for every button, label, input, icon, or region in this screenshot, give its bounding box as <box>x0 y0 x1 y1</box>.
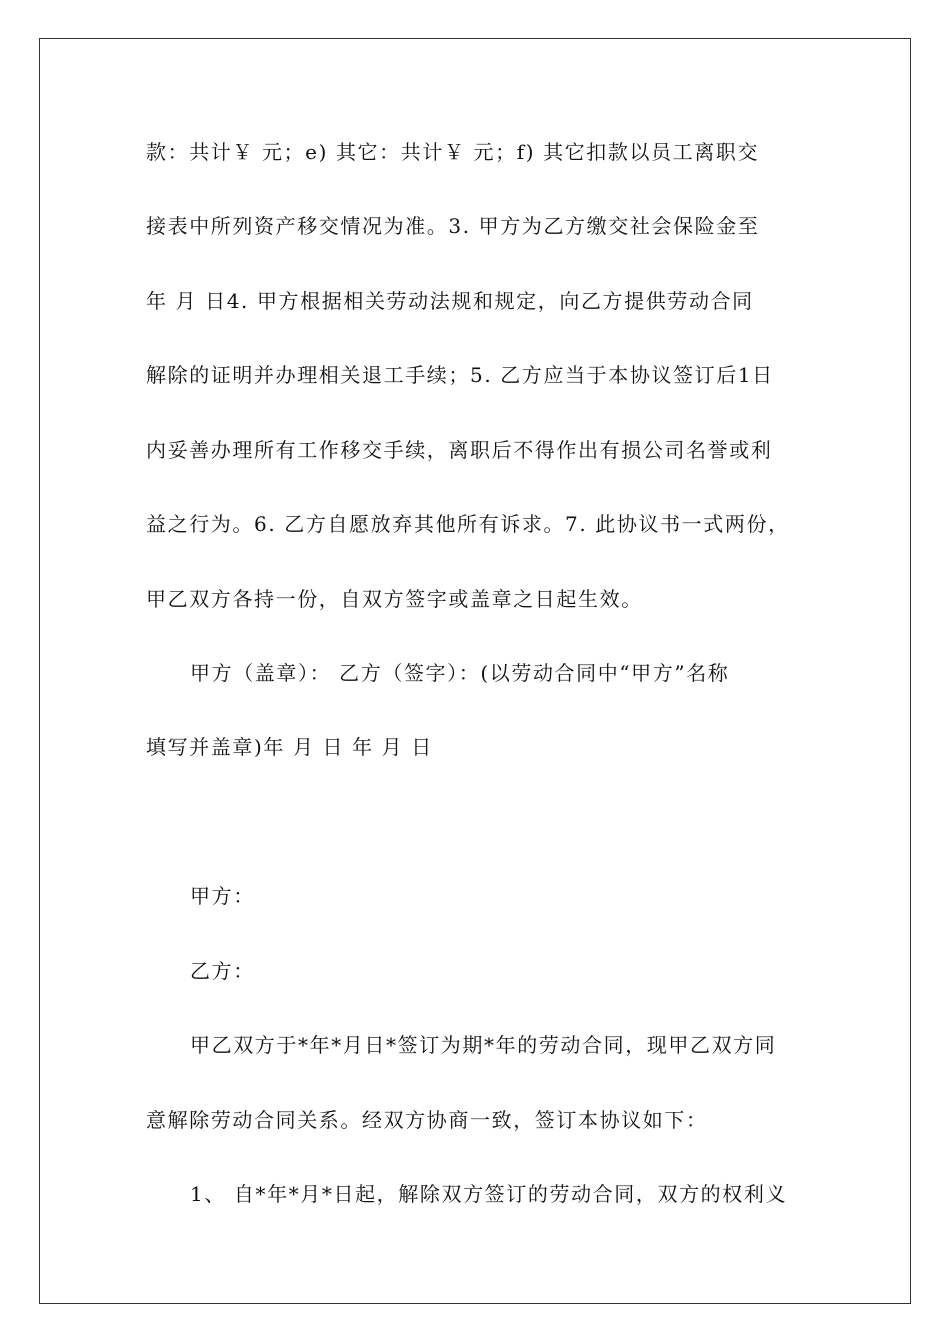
signature-date-line: 填写并盖章)年 月 日 年 月 日 <box>146 735 433 759</box>
text-line: 内妥善办理所有工作移交手续，离职后不得作出有损公司名誉或利 <box>146 438 773 462</box>
text-line: 年 月 日4. 甲方根据相关劳动法规和规定，向乙方提供劳动合同 <box>146 289 754 313</box>
text-line: 甲乙双方于*年*月日*签订为期*年的劳动合同，现甲乙双方同 <box>190 1033 777 1057</box>
text-line: 解除的证明并办理相关退工手续；5. 乙方应当于本协议签订后1日 <box>146 363 774 387</box>
text-line: 益之行为。6. 乙方自愿放弃其他所有诉求。7. 此协议书一式两份， <box>146 512 790 536</box>
text-line: 甲乙双方各持一份，自双方签字或盖章之日起生效。 <box>146 587 643 611</box>
clause-item: 1、 自*年*月*日起，解除双方签订的劳动合同，双方的权利义 <box>190 1182 788 1206</box>
signature-line: 甲方（盖章）： 乙方（签字）：(以劳动合同中“甲方”名称 <box>190 661 730 685</box>
party-b-label: 乙方： <box>190 959 255 983</box>
party-a-label: 甲方： <box>190 884 255 908</box>
text-line: 款：共计￥ 元；e) 其它：共计￥ 元；f) 其它扣款以员工离职交 <box>146 140 760 164</box>
text-line: 接表中所列资产移交情况为准。3. 甲方为乙方缴交社会保险金至 <box>146 214 760 238</box>
text-line: 意解除劳动合同关系。经双方协商一致，签订本协议如下： <box>146 1108 708 1132</box>
